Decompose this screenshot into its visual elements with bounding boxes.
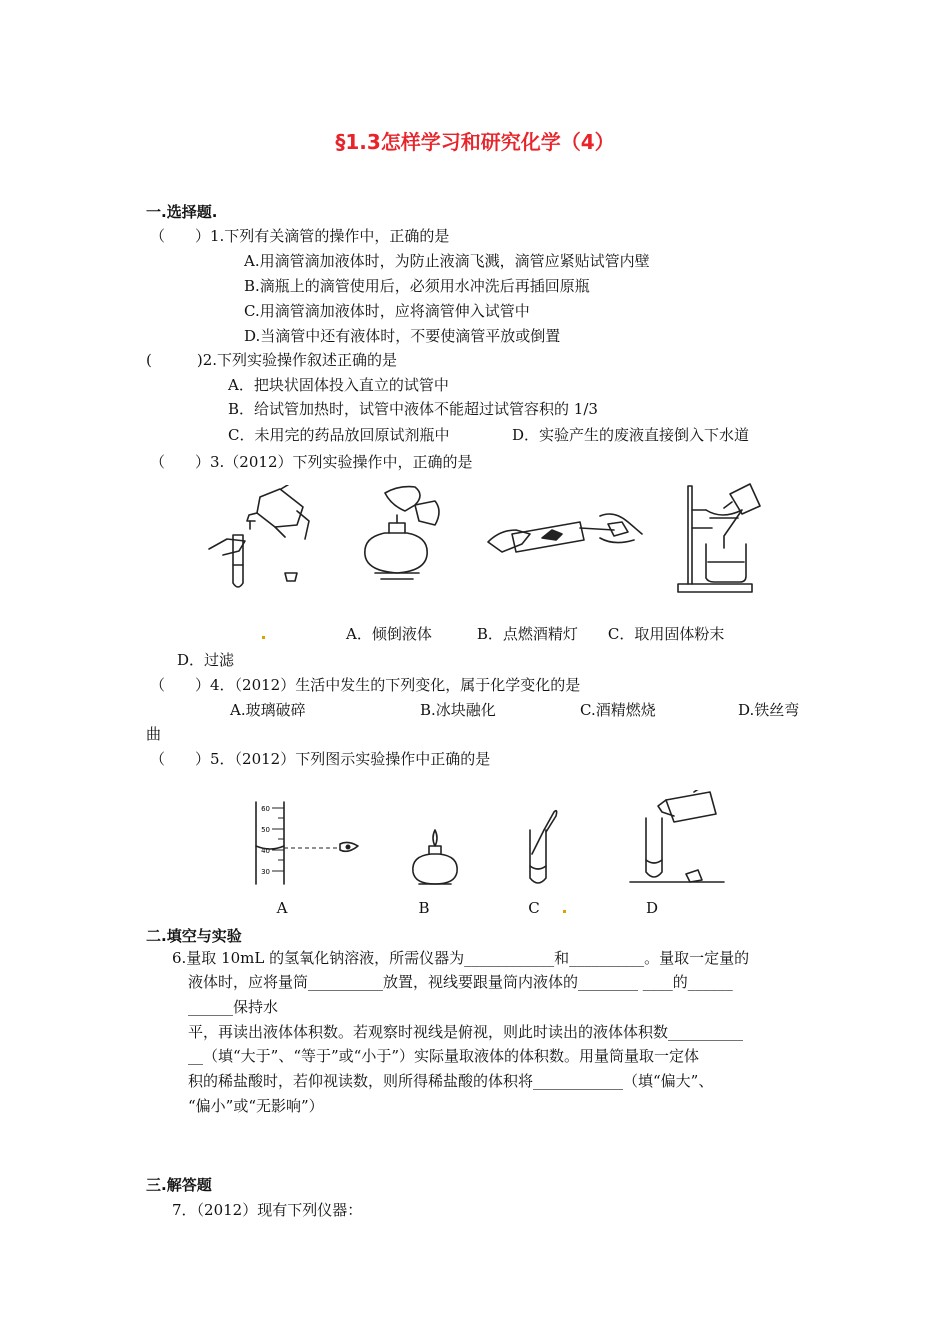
q4-stem: （ ）4．（2012）生活中发生的下列变化，属于化学变化的是 — [150, 676, 581, 694]
filtration-figure — [672, 480, 762, 600]
q6-line-5: __（填“大于”、“等于”或“小于”）实际量取液体的体积数。用量筒量取一定体 — [188, 1047, 700, 1065]
pour-test-tube-figure — [628, 790, 728, 886]
q4-option-d-cont: 曲 — [146, 725, 162, 743]
section-heading-fill: 二.填空与实验 — [146, 927, 242, 945]
q2-option-b: B．给试管加热时，试管中液体不能超过试管容积的 1/3 — [228, 400, 598, 418]
scale-50: 50 — [261, 826, 270, 834]
page-title: §1.3怎样学习和研究化学（4） — [335, 130, 615, 154]
alcohol-lamp-figure — [355, 485, 450, 585]
section-heading-answer: 三.解答题 — [146, 1176, 212, 1194]
q2-stem: ( )2.下列实验操作叙述正确的是 — [146, 351, 398, 369]
cylinder-reading-figure — [248, 798, 368, 888]
q5-stem: （ ）5．（2012）下列图示实验操作中正确的是 — [150, 750, 491, 768]
solid-powder-figure — [482, 500, 644, 570]
pour-liquid-figure — [205, 485, 315, 595]
q5-label-a: A — [276, 899, 288, 917]
q6-line-4: 平，再读出液体体积数。若观察时视线是俯视，则此时读出的液体体积数__________ — [188, 1023, 744, 1041]
q3-option-d: D．过滤 — [177, 651, 235, 669]
q4-option-b: B.冰块融化 — [420, 701, 496, 719]
scale-60: 60 — [261, 805, 270, 813]
q1-stem: （ ）1.下列有关滴管的操作中，正确的是 — [150, 227, 450, 245]
q4-option-a: A.玻璃破碎 — [230, 701, 306, 719]
q1-option-b: B.滴瓶上的滴管使用后，必须用水冲洗后再插回原瓶 — [244, 277, 590, 295]
q6-line-2: 液体时，应将量筒__________放置，视线要跟量筒内液体的________ ____的______ — [188, 973, 733, 991]
q6-line-7: “偏小”或“无影响”） — [188, 1097, 324, 1115]
q2-option-c: C．未用完的药品放回原试剂瓶中 — [228, 426, 450, 444]
stray-mark — [262, 636, 265, 639]
q3-options-line: A．倾倒液体 B．点燃酒精灯 C．取用固体粉末 — [346, 625, 725, 643]
q6-line-6: 积的稀盐酸时，若仰视读数，则所得稀盐酸的体积将____________（填“偏大”、 — [188, 1072, 714, 1090]
dropper-tube-figure — [520, 808, 560, 888]
q7-stem: 7．（2012）现有下列仪器： — [172, 1201, 363, 1219]
stray-mark — [563, 910, 566, 913]
q5-label-b: B — [418, 899, 430, 917]
q6-line-3: ______保持水 — [188, 998, 279, 1016]
lamp-figure — [405, 828, 465, 888]
q6-line-1: 6.量取 10mL 的氢氧化钠溶液，所需仪器为____________和__________。量取一定量的 — [172, 949, 750, 967]
scale-30: 30 — [261, 868, 270, 876]
q5-label-c: C — [528, 899, 540, 917]
q3-stem: （ ）3.（2012）下列实验操作中，正确的是 — [150, 453, 473, 471]
scale-40: 40 — [261, 847, 270, 855]
q2-option-d: D．实验产生的废液直接倒入下水道 — [512, 426, 750, 444]
q4-option-d: D.铁丝弯 — [738, 701, 800, 719]
q4-option-c: C.酒精燃烧 — [580, 701, 656, 719]
q1-option-d: D.当滴管中还有液体时，不要使滴管平放或倒置 — [244, 327, 561, 345]
q1-option-c: C.用滴管滴加液体时，应将滴管伸入试管中 — [244, 302, 530, 320]
q1-option-a: A.用滴管滴加液体时，为防止液滴飞溅，滴管应紧贴试管内壁 — [244, 252, 650, 270]
section-heading-choice: 一.选择题. — [146, 203, 218, 221]
q2-option-a: A．把块状固体投入直立的试管中 — [228, 376, 449, 394]
q5-label-d: D — [645, 899, 659, 917]
